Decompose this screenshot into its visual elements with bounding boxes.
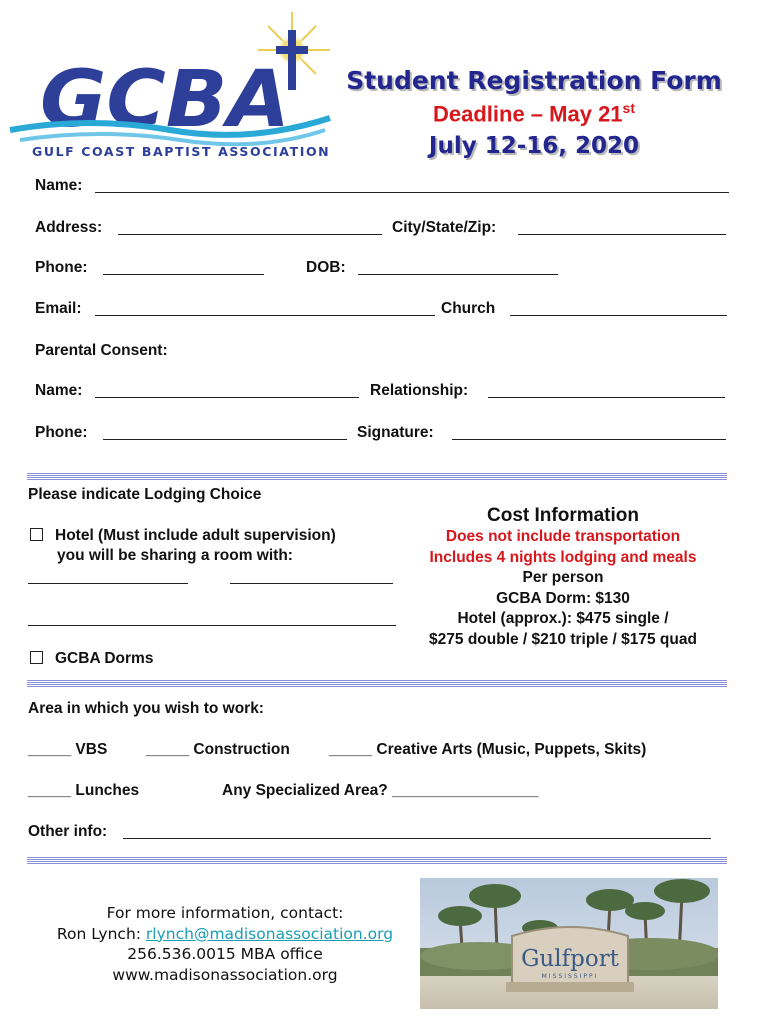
section-divider — [27, 473, 727, 481]
dob-field[interactable] — [358, 274, 558, 275]
phone-label: Phone: — [35, 259, 88, 276]
sign-subtext: MISSISSIPPI — [541, 973, 599, 980]
contact-email-link[interactable]: rlynch@madisonassociation.org — [145, 924, 394, 943]
sign-text: Gulfport — [521, 946, 619, 972]
other-info-field[interactable] — [123, 838, 711, 839]
gcba-logo — [0, 8, 340, 168]
roommate-field-3[interactable] — [28, 625, 396, 626]
lunches-option[interactable]: _____ Lunches — [28, 782, 140, 799]
contact-block — [40, 903, 410, 985]
contact-phone: 256.536.0015 MBA office — [127, 945, 323, 963]
relationship-label: Relationship: — [370, 382, 469, 399]
address-label: Address: — [35, 219, 103, 236]
gulfport-photo-image — [420, 878, 718, 1009]
hotel-option[interactable] — [30, 527, 336, 545]
contact-name: Ron Lynch: — [56, 924, 146, 943]
church-label: Church — [441, 300, 496, 317]
email-field[interactable] — [95, 315, 435, 316]
parent-phone-label: Phone: — [35, 424, 88, 441]
cost-dorm: GCBA Dorm: $130 — [496, 589, 630, 607]
parent-name-label: Name: — [35, 382, 83, 399]
email-label: Email: — [35, 300, 82, 317]
city-state-zip-label: City/State/Zip: — [392, 219, 497, 236]
gulfport-photo — [420, 878, 718, 1009]
city-state-zip-field[interactable] — [518, 234, 726, 235]
name-field[interactable] — [95, 192, 729, 193]
form-title: Student Registration Form — [346, 66, 722, 95]
dorm-checkbox[interactable] — [30, 651, 43, 664]
event-dates: July 12-16, 2020 — [428, 133, 640, 159]
work-heading: Area in which you wish to work: — [28, 700, 264, 717]
name-label: Name: — [35, 177, 83, 194]
parent-phone-field[interactable] — [103, 439, 347, 440]
dob-label: DOB: — [306, 259, 346, 276]
church-field[interactable] — [510, 315, 727, 316]
cost-per-person: Per person — [522, 569, 604, 586]
vbs-option[interactable]: _____ VBS — [28, 741, 108, 758]
contact-name-email — [40, 924, 410, 945]
construction-option[interactable]: _____ Construction — [146, 741, 290, 758]
cost-hotel-rates: $275 double / $210 triple / $175 quad — [429, 630, 697, 648]
other-info-label: Other info: — [28, 823, 108, 840]
relationship-field[interactable] — [488, 397, 725, 398]
phone-field[interactable] — [103, 274, 264, 275]
svg-text:GCBA: GCBA — [40, 55, 290, 145]
signature-label: Signature: — [357, 424, 434, 441]
parental-consent-heading: Parental Consent: — [35, 342, 168, 359]
deadline-text: Deadline – May 21 — [433, 101, 623, 127]
deadline-sup: st — [622, 100, 635, 116]
specialized-area-field[interactable]: Any Specialized Area? _________________ — [222, 782, 539, 799]
section-divider-2 — [27, 680, 727, 688]
roommate-field-1[interactable] — [28, 583, 188, 584]
cost-info — [407, 505, 719, 650]
dorm-label: GCBA Dorms — [55, 650, 154, 667]
contact-website: www.madisonassociation.org — [112, 965, 338, 984]
cost-no-transport: Does not include transportation — [445, 528, 681, 545]
address-field[interactable] — [118, 234, 382, 235]
cost-hotel: Hotel (approx.): $475 single / — [457, 610, 669, 627]
contact-heading: For more information, contact: — [106, 904, 344, 922]
hotel-sharing-label: you will be sharing a room with: — [57, 547, 293, 564]
lodging-heading: Please indicate Lodging Choice — [28, 486, 262, 503]
signature-field[interactable] — [452, 439, 726, 440]
cost-includes: Includes 4 nights lodging and meals — [429, 548, 697, 566]
hotel-checkbox[interactable] — [30, 528, 43, 541]
creative-arts-option[interactable]: _____ Creative Arts (Music, Puppets, Skits) — [329, 741, 647, 758]
hotel-label: Hotel (Must include adult supervision) — [55, 527, 336, 544]
roommate-field-2[interactable] — [230, 583, 393, 584]
section-divider-3 — [27, 857, 727, 865]
dorm-option[interactable] — [30, 650, 153, 668]
cost-heading: Cost Information — [487, 505, 639, 526]
deadline — [346, 100, 722, 127]
logo-subtitle: GULF COAST BAPTIST ASSOCIATION — [32, 144, 331, 159]
parent-name-field[interactable] — [95, 397, 359, 398]
